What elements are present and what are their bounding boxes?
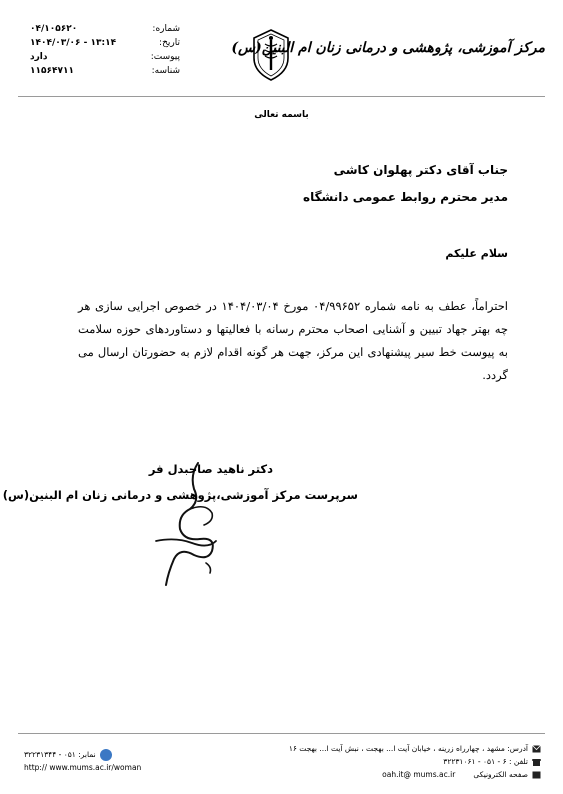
envelope-icon (532, 745, 541, 753)
letter-body: احتراماً، عطف به نامه شماره ۰۴/۹۹۶۵۲ مورخ ۱۴۰۴/۰۳/۰۴ در خصوص اجرایی سازی هر چه بهتر جهاد تبیین و آشنایی اصحاب محترم رسانه با فعالیتها و دستاوردهای حوزه سلامت به پیوست خط سیر پیشنهادی این مرکز، جهت هر گونه اقدام لازم به حضورتان ارسال می گردد. (78, 299, 508, 382)
signer-name: دکتر ناهید صاحبدل فر (148, 462, 273, 476)
header-divider (18, 96, 545, 97)
footer-contact (281, 742, 541, 781)
email-icon (532, 771, 541, 779)
meta-attachment-row (30, 50, 180, 64)
letter-number-value: ۰۴/۱۰۵۶۲۰ (30, 24, 78, 34)
basmala: باسمه تعالی (254, 110, 309, 120)
footer-divider (18, 733, 545, 734)
recipient-name: جناب آقای دکتر پهلوان کاشی (333, 163, 508, 177)
footer-website[interactable]: http:// www.mums.ac.ir/woman (24, 763, 142, 772)
letter-date-label: تاریخ: (159, 38, 180, 48)
letter-meta (30, 22, 180, 78)
letter-attachment-label: پیوست: (150, 52, 180, 62)
footer-address-line (281, 742, 541, 755)
letter-attachment-value: دارد (30, 52, 48, 62)
phone-icon (532, 758, 541, 766)
footer-email-label: صفحه الکترونیکی (473, 770, 528, 779)
footer-address: آدرس: مشهد ، چهارراه زرینه ، خیابان آیت ا... بهجت ، نبش آیت ا... بهجت ۱۶ (288, 744, 528, 753)
letter-id-value: ۱۱۵۶۴۷۱۱ (30, 66, 74, 76)
letter-number-label: شماره: (152, 24, 180, 34)
meta-date-row (30, 36, 180, 50)
footer-phone-line (281, 755, 541, 768)
footer-email[interactable]: oah.it@ mums.ac.ir (382, 770, 456, 779)
meta-id-row (30, 64, 180, 78)
fax-icon (100, 749, 112, 761)
organization-title: مرکز آموزشی، پژوهشی و درمانی زنان ام البنین(س) (231, 40, 545, 56)
greeting: سلام علیکم (445, 247, 508, 260)
letter-id-label: شناسه: (151, 66, 180, 76)
meta-number-row (30, 22, 180, 36)
recipient-title: مدیر محترم روابط عمومی دانشگاه (302, 190, 508, 204)
handwritten-signature (150, 455, 230, 595)
footer-web (24, 748, 244, 774)
footer-fax: نمابر: ۰۵۱ - ۳۲۲۳۱۳۴۴ (24, 750, 96, 759)
footer-fax-line (24, 748, 244, 761)
footer-phone: تلفن : ۶ - ۰۵۱ - ۳۲۲۳۱۰۶۱ (443, 757, 528, 766)
footer-website-line (24, 761, 244, 774)
footer-email-line (281, 768, 541, 781)
signer-title: سرپرست مرکز آموزشی،پژوهشی و درمانی زنان ام البنین(س) (2, 488, 358, 502)
letter-date-value: ۱۴۰۴/۰۳/۰۶ - ۱۳:۱۴ (30, 38, 117, 48)
